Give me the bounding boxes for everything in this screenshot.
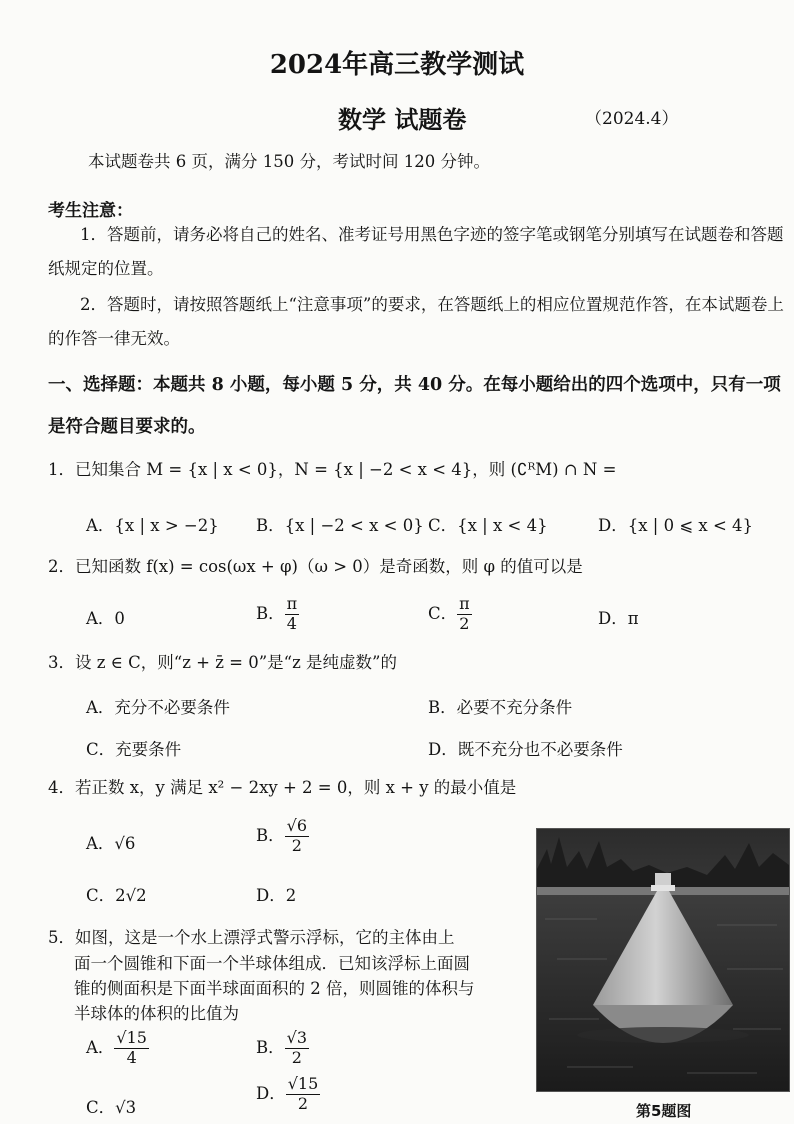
- question-5-stem-line-3: 锥的侧面积是下面半球面面积的 2 倍，则圆锥的体积与: [74, 979, 475, 998]
- option-letter: B．: [256, 1037, 285, 1057]
- fraction-numerator: √3: [286, 1028, 308, 1047]
- fraction-denominator: 4: [286, 613, 297, 633]
- buoy-photo: [536, 828, 790, 1092]
- question-2-option-d: D．π: [598, 609, 639, 628]
- fraction-numerator: π: [286, 594, 298, 613]
- question-2-option-c: [428, 596, 472, 633]
- question-4-stem: 4．若正数 x，y 满足 x² − 2xy + 2 = 0，则 x + y 的最小值是: [48, 778, 517, 797]
- question-1-option-d: D．{x | 0 ⩽ x < 4}: [598, 516, 754, 535]
- fraction-denominator: 2: [291, 1047, 302, 1067]
- section-heading: [48, 364, 790, 448]
- buoy-illustration: [537, 829, 789, 1091]
- note-item-1: 1．答题前，请务必将自己的姓名、准考证号用黑色字迹的签字笔或钢笔分别填写在试题卷和答题纸规定的位置。: [48, 225, 784, 278]
- question-1-stem: 1．已知集合 M = {x | x < 0}，N = {x | −2 < x < 4}，则 (∁ᴿM) ∩ N =: [48, 460, 617, 479]
- option-letter: D．: [256, 1083, 286, 1103]
- question-5-stem-line-2: 面一个圆锥和下面一个半球体组成．已知该浮标上面圆: [74, 954, 470, 973]
- fraction: [285, 818, 309, 855]
- exam-title: 2024年高三教学测试: [269, 50, 525, 80]
- question-5-option-b: [256, 1030, 309, 1067]
- option-letter: B．: [256, 603, 285, 623]
- question-2-option-b: [256, 596, 299, 633]
- exam-date: （2024.4）: [585, 109, 679, 129]
- question-5-option-c: C．√3: [86, 1098, 137, 1117]
- buoy-top-cap: [651, 885, 675, 891]
- question-5-stem-line-4: 半球体的体积的比值为: [74, 1004, 239, 1023]
- fraction: [285, 1030, 309, 1067]
- question-5-option-d: [256, 1076, 320, 1113]
- question-5-stem-line-1: 5．如图，这是一个水上漂浮式警示浮标，它的主体由上: [48, 928, 455, 947]
- fraction: [457, 596, 472, 633]
- question-3-option-b: B．必要不充分条件: [428, 698, 573, 717]
- exam-intro: 本试题卷共 6 页，满分 150 分，考试时间 120 分钟。: [88, 152, 490, 171]
- fraction-denominator: 2: [291, 835, 302, 855]
- exam-subtitle: 数学 试题卷: [338, 105, 467, 134]
- option-letter: A．: [86, 1037, 115, 1057]
- figure-caption: 第5题图: [636, 1102, 692, 1120]
- buoy-waterline: [577, 1027, 749, 1043]
- question-1-option-a: A．{x | x > −2}: [86, 516, 219, 535]
- fraction-numerator: π: [459, 594, 470, 613]
- question-4-option-c: C．2√2: [86, 886, 147, 905]
- note-item-2: 2．答题时，请按照答题纸上“注意事项”的要求，在答题纸上的相应位置规范作答，在本试题卷上的作答一律无效。: [48, 295, 784, 348]
- question-3-stem: 3．设 z ∈ C，则“z + z̄ = 0”是“z 是纯虚数”的: [48, 653, 397, 672]
- question-4-option-d: D．2: [256, 886, 297, 905]
- fraction-numerator: √6: [286, 816, 308, 835]
- question-4-option-a: A．√6: [86, 834, 136, 853]
- question-3-option-d: D．既不充分也不必要条件: [428, 740, 623, 759]
- fraction: [285, 596, 300, 633]
- question-3-option-a: A．充分不必要条件: [86, 698, 230, 717]
- fraction: [114, 1030, 149, 1067]
- section-heading-text: 一、选择题：本题共 8 小题，每小题 5 分，共 40 分。在每小题给出的四个选项中，只有一项是符合题目要求的。: [48, 375, 781, 437]
- question-3-option-c: C．充要条件: [86, 740, 182, 759]
- fraction-denominator: 2: [459, 613, 470, 633]
- fraction-numerator: √15: [287, 1074, 319, 1093]
- question-1-option-b: B．{x | −2 < x < 0}: [256, 516, 424, 535]
- question-5-option-a: [86, 1030, 149, 1067]
- question-1-option-c: C．{x | x < 4}: [428, 516, 548, 535]
- option-letter: B．: [256, 825, 285, 845]
- buoy-lamp: [655, 873, 671, 887]
- question-2-stem: 2．已知函数 f(x) = cos(ωx + φ)（ω > 0）是奇函数，则 φ 的值可以是: [48, 557, 583, 576]
- notes-heading: 考生注意：: [48, 201, 133, 221]
- question-2-option-a: A．0: [86, 609, 125, 628]
- option-letter: C．: [428, 603, 458, 623]
- fraction-denominator: 4: [126, 1047, 137, 1067]
- fraction-numerator: √15: [116, 1028, 147, 1047]
- question-4-option-b: [256, 818, 309, 855]
- fraction-denominator: 2: [297, 1093, 309, 1113]
- fraction: [286, 1076, 321, 1113]
